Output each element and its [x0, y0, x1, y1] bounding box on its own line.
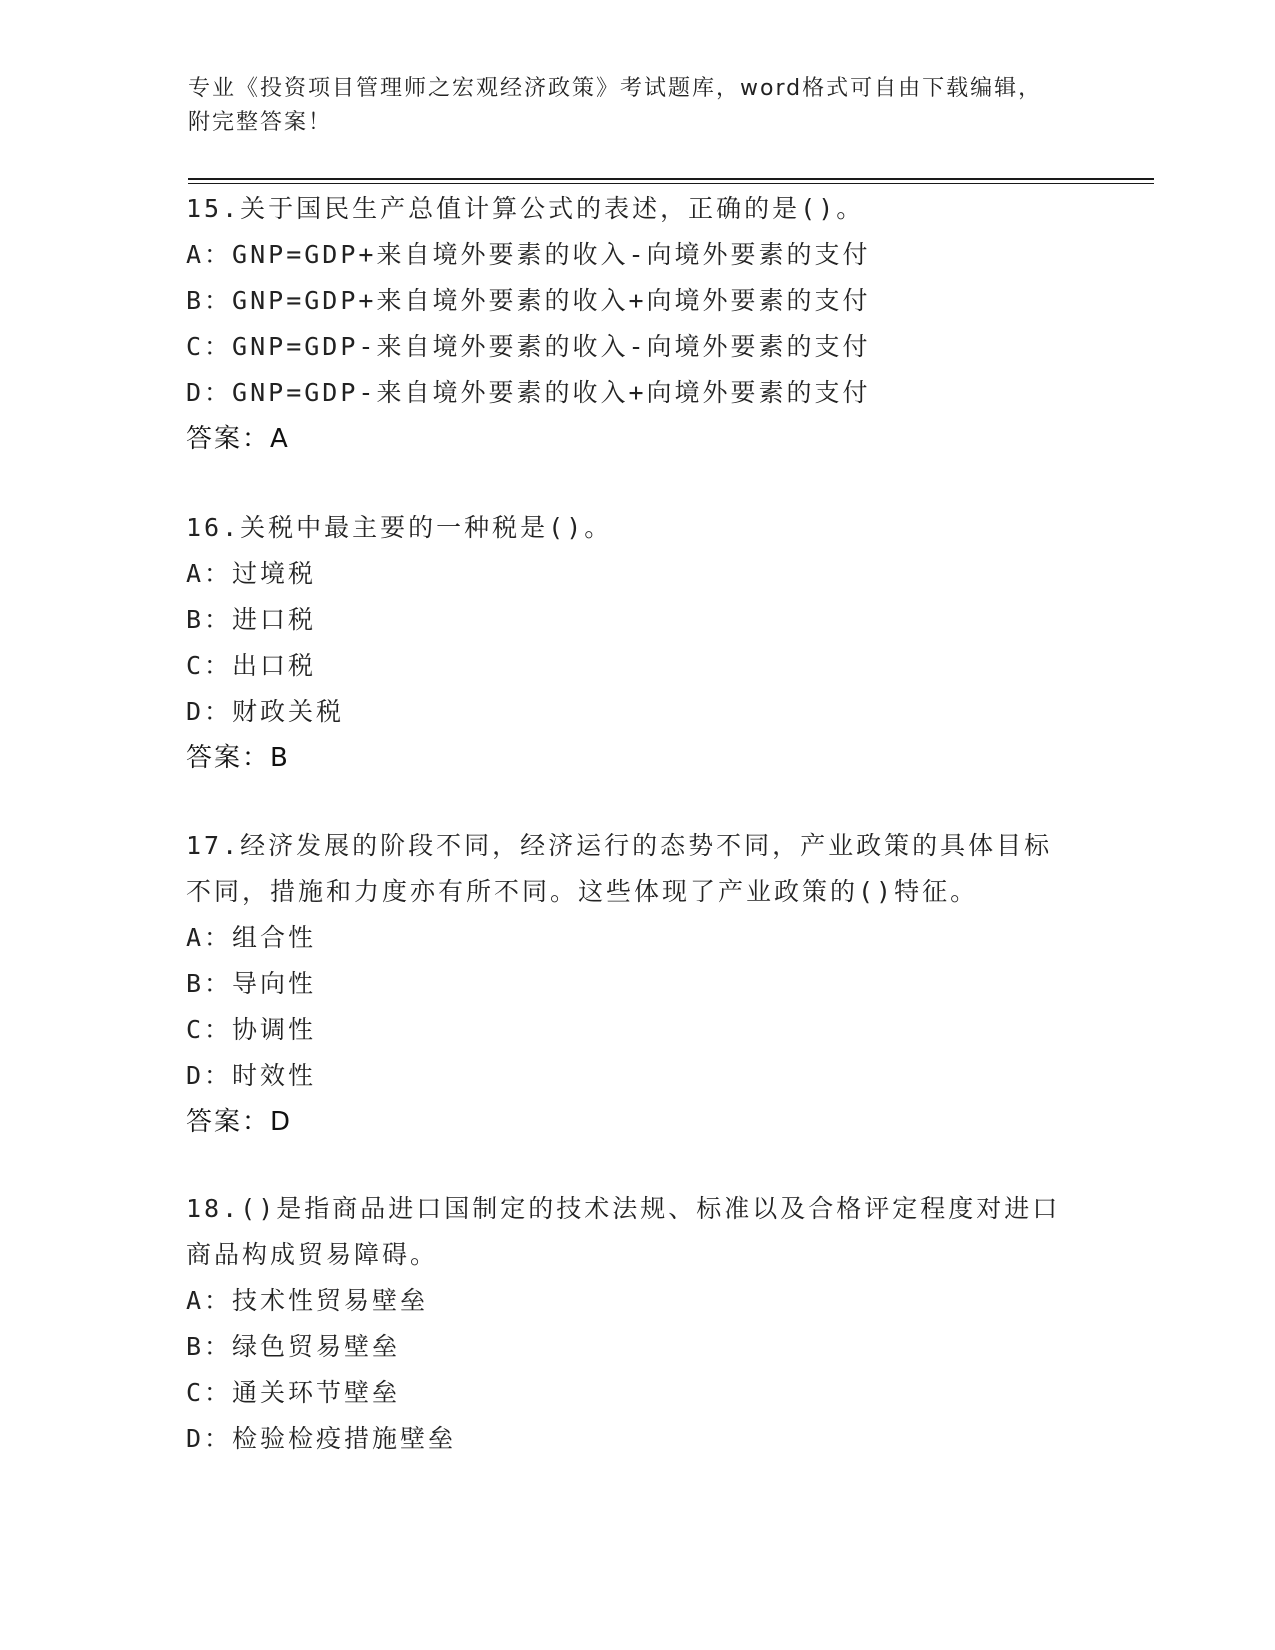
question-stem: 15.关于国民生产总值计算公式的表述，正确的是()。 [186, 194, 865, 223]
question-15 [186, 186, 1086, 462]
option-d: D：时效性 [186, 1061, 317, 1090]
question-stem-line-2: 不同，措施和力度亦有所不同。这些体现了产业政策的()特征。 [186, 877, 979, 906]
header-line-2: 附完整答案！ [188, 110, 333, 135]
option-d: D：检验检疫措施壁垒 [186, 1424, 457, 1453]
option-c: C：GNP=GDP-来自境外要素的收入-向境外要素的支付 [186, 332, 871, 361]
header-divider-thick [188, 178, 1154, 180]
option-d: D：GNP=GDP-来自境外要素的收入+向境外要素的支付 [186, 378, 871, 407]
question-16 [186, 505, 1086, 781]
answer: 答案：B [186, 743, 290, 773]
option-a: A：组合性 [186, 923, 317, 952]
question-stem-line-2: 商品构成贸易障碍。 [186, 1240, 439, 1269]
question-stem-line-1: 18.()是指商品进口国制定的技术法规、标准以及合格评定程度对进口 [186, 1194, 1061, 1223]
option-d: D：财政关税 [186, 697, 345, 726]
header-divider-thin [188, 183, 1154, 184]
option-c: C：出口税 [186, 651, 317, 680]
question-17 [186, 823, 1086, 1145]
option-a: A：过境税 [186, 559, 317, 588]
question-stem: 16.关税中最主要的一种税是()。 [186, 513, 613, 542]
option-c: C：通关环节壁垒 [186, 1378, 401, 1407]
document-header [188, 72, 1068, 140]
option-a: A：GNP=GDP+来自境外要素的收入-向境外要素的支付 [186, 240, 871, 269]
header-line-1: 专业《投资项目管理师之宏观经济政策》考试题库，word格式可自由下载编辑， [188, 76, 1043, 101]
option-c: C：协调性 [186, 1015, 317, 1044]
question-stem-line-1: 17.经济发展的阶段不同，经济运行的态势不同，产业政策的具体目标 [186, 831, 1053, 860]
answer: 答案：D [186, 1107, 293, 1137]
option-b: B：绿色贸易壁垒 [186, 1332, 401, 1361]
answer: 答案：A [186, 424, 290, 454]
option-b: B：进口税 [186, 605, 317, 634]
option-a: A：技术性贸易壁垒 [186, 1286, 429, 1315]
option-b: B：GNP=GDP+来自境外要素的收入+向境外要素的支付 [186, 286, 871, 315]
option-b: B：导向性 [186, 969, 317, 998]
question-18 [186, 1186, 1086, 1462]
